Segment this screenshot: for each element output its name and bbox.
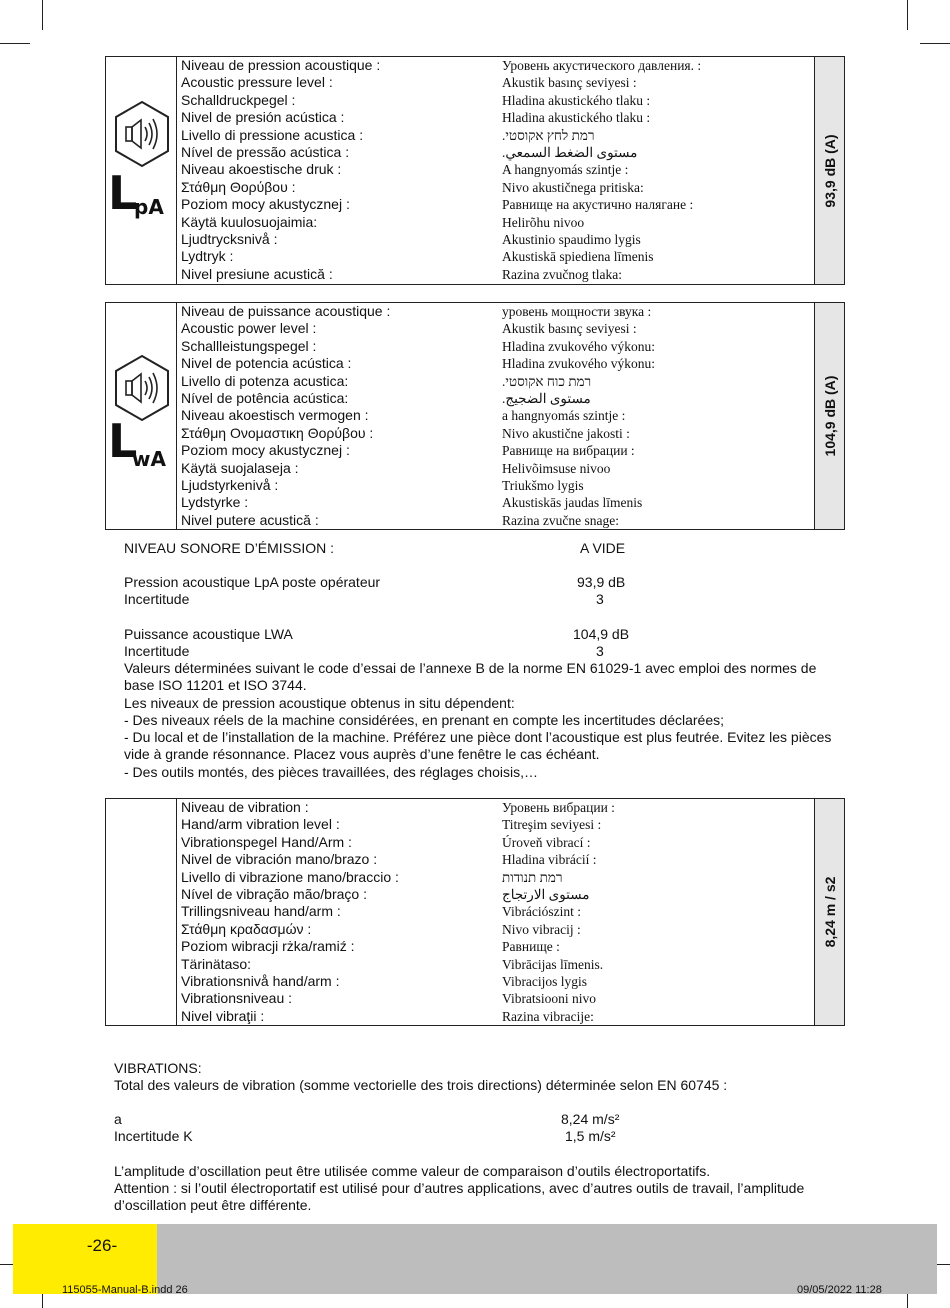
vibration-row-label: Vibrationspegel Hand/Arm : <box>181 833 352 850</box>
lpa-row-label: Στάθμη Θορύβου : <box>181 178 296 195</box>
lpa-row-translation: Akustinio spaudimo lygis <box>502 231 641 247</box>
lwa-row-translation: Razina zvučne snage: <box>502 512 619 528</box>
bullet-3: - Des outils montés, des pièces travaillées, des réglages choisis,… <box>124 764 538 780</box>
lpa-row-label: Nível de pressão acústica : <box>181 143 350 160</box>
sound-heading-value: A VIDE <box>580 540 626 556</box>
lpa-value: 93,9 dB (A) <box>821 133 838 208</box>
sound-heading: NIVEAU SONORE D’ÉMISSION : <box>124 540 335 556</box>
vibration-para2: Attention : si l’outil électroportatif est utilisé pour d’autres applications, avec d’autres outils de travail, l’amplitude d’oscillation peut être différente. <box>114 1180 805 1214</box>
lwa-row-translation: Akustik basınç seviyesi : <box>502 321 637 337</box>
lpa-symbol-main: L <box>108 166 138 220</box>
vibration-row <box>181 956 812 973</box>
lwa-row-translation: Akustiskās jaudas līmenis <box>502 495 643 511</box>
vibration-row-translation: Úroveň vibrací : <box>502 834 591 850</box>
crop-mark <box>907 0 908 30</box>
lwa-row-label: Niveau akoestisch vermogen : <box>181 407 369 424</box>
vibration-row-translation: Vibracijos lygis <box>502 973 588 989</box>
lpa-row-label: Ljudtrycksnivå : <box>181 230 278 247</box>
vibration-value-cell <box>814 799 844 1025</box>
lpa-row-translation: Razina zvučnog tlaka: <box>502 266 622 282</box>
lwa-row <box>181 303 812 320</box>
vibration-row <box>181 851 812 868</box>
lpa-row <box>181 248 812 265</box>
lwa-row-label: Schallleistungspegel : <box>181 337 317 354</box>
lwa-row-translation: Triukšmo lygis <box>502 477 584 493</box>
lpa-row-translation: Akustiskā spiediena līmenis <box>502 249 654 265</box>
lpa-row-label: Poziom mocy akustycznej : <box>181 196 350 213</box>
insitu-line: Les niveaux de pression acoustique obtenus in situ dépendent: <box>124 695 515 711</box>
lwa-row-translation: Nivo akustične jakosti : <box>502 425 630 441</box>
vibration-row-label: Poziom wibracji rżka/ramiź : <box>181 938 355 955</box>
lpa-row <box>181 214 812 231</box>
a-label: a <box>114 1111 122 1127</box>
a-value: 8,24 m/s² <box>561 1111 620 1127</box>
vibration-row <box>181 869 812 886</box>
lpa-row-translation: Akustik basınç seviyesi : <box>502 75 637 91</box>
vibration-row <box>181 834 812 851</box>
lwa-row <box>181 494 812 511</box>
lwa-row-label: Στάθμη Ονομαστικη Θορύβου : <box>181 424 374 441</box>
lpa-row-translation: Helirõhu nivoo <box>502 214 585 230</box>
lpa-row-translation: A hangnyomás szintje : <box>502 162 629 178</box>
k-value: 1,5 m/s² <box>565 1128 616 1144</box>
lpa-row-translation: Hladina akustického tlaku : <box>502 110 651 126</box>
lwa-value-cell <box>814 303 844 529</box>
lwa-row-label: Poziom mocy akustycznej : <box>181 442 350 459</box>
lwa-uncertainty-value: 3 <box>596 643 604 659</box>
lwa-row-translation: .רמת כוח אקוסטי <box>502 373 592 389</box>
lpa-row-label: Acoustic pressure level : <box>181 74 333 91</box>
vibration-row-translation: Nivo vibracij : <box>502 921 581 937</box>
lpa-row-translation: Hladina akustického tlaku : <box>502 92 651 108</box>
lpa-row <box>181 196 812 213</box>
vibration-row-label: Στάθμη κραδασμών : <box>181 920 312 937</box>
vibration-row <box>181 990 812 1007</box>
vibration-row-translation: Уровень вибрации : <box>502 800 615 815</box>
vibration-row <box>181 816 812 833</box>
lpa-row-translation: Равнище на акустично налягане : <box>502 197 694 213</box>
lpa-row <box>181 231 812 248</box>
lwa-row <box>181 512 812 529</box>
lwa-row-translation: .مستوى الضجيج <box>502 390 591 406</box>
lpa-row-label: Livello di pressione acustica : <box>181 126 364 143</box>
lwa-uncertainty-label: Incertitude <box>124 643 190 659</box>
lwa-row-translation: Helivõimsuse nivoo <box>502 460 611 476</box>
lpa-row <box>181 127 812 144</box>
vibration-row-translation: Titreşim seviyesi : <box>502 817 602 833</box>
vibration-row-translation: Vibrācijas līmenis. <box>502 956 604 972</box>
vibration-value: 8,24 m / s2 <box>821 876 838 948</box>
lwa-row-translation: Равнище на вибрации : <box>502 443 635 459</box>
vibration-row <box>181 799 812 816</box>
vibration-row-translation: Равнище : <box>502 939 560 955</box>
vibration-row <box>181 938 812 955</box>
lwa-symbol-sub: wA <box>132 447 166 471</box>
speaker-hexagon-icon <box>111 353 173 423</box>
crop-mark <box>920 43 950 44</box>
lwa-rows <box>181 303 812 529</box>
lwa-row <box>181 355 812 372</box>
lwa-row <box>181 390 812 407</box>
vibration-line1: Total des valeurs de vibration (somme vectorielle des trois directions) déterminée selon EN 60745 : <box>114 1077 728 1093</box>
lwa-row-label: Nivel de potencia acústica : <box>181 355 352 372</box>
vibration-row-translation: רמת תנודות <box>502 869 563 885</box>
vibration-row-label: Hand/arm vibration level : <box>181 816 340 833</box>
slug-date: 09/05/2022 11:28 <box>797 1284 882 1296</box>
lwa-row-label: Nível de potência acústica: <box>181 389 349 406</box>
lwa-row-label: Käytä suojalaseja : <box>181 459 299 476</box>
lwa-row-label: Acoustic power level : <box>181 320 317 337</box>
lwa-symbol-main: L <box>108 414 138 468</box>
lpa-row <box>181 57 812 74</box>
lpa-row <box>181 74 812 91</box>
lwa-value: 104,9 dB (A) <box>821 375 838 457</box>
vibration-row-label: Niveau de vibration : <box>181 799 309 815</box>
lwa-row <box>181 425 812 442</box>
lpa-row <box>181 179 812 196</box>
lpa-row-label: Niveau de pression acoustique : <box>181 57 381 73</box>
crop-mark <box>0 43 30 44</box>
standard-paragraph: Valeurs déterminées suivant le code d’essai de l’annexe B de la norme EN 61029-1 avec emploi des normes de base ISO 11201 et ISO 3744. <box>124 660 817 694</box>
page-number: -26- <box>86 1236 118 1255</box>
vibration-row <box>181 973 812 990</box>
lpa-row <box>181 266 812 283</box>
lpa-row-label: Lydtryk : <box>181 248 234 265</box>
lwa-row-label: Lydstyrke : <box>181 494 249 511</box>
lwa-label: Puissance acoustique LWA <box>124 626 293 642</box>
slug-file: 115055-Manual-B.indd 26 <box>62 1284 188 1296</box>
vibration-rows <box>181 799 812 1025</box>
vibration-para1: L’amplitude d’oscillation peut être utilisée comme valeur de comparaison d’outils électroportatifs. <box>114 1163 711 1179</box>
vibration-row-label: Nível de vibração mão/braço : <box>181 885 367 902</box>
lwa-row-translation: Hladina zvukového výkonu: <box>502 338 655 354</box>
vibration-box <box>105 798 845 1026</box>
lwa-box <box>105 302 845 530</box>
vibration-row-label: Nivel vibraţii : <box>181 1007 265 1024</box>
bullet-2: - Du local et de l’installation de la machine. Préférez une pièce dont l’acoustique est plus feutrée. Evitez les pièces vide à grande résonnance. Placez vous auprès d’une fenêtre le cas échéant. <box>124 729 832 763</box>
lpa-row <box>181 109 812 126</box>
k-label: Incertitude K <box>114 1128 193 1144</box>
lpa-row-translation: Уровень акустического давления. : <box>502 58 702 73</box>
lwa-row-label: Niveau de puissance acoustique : <box>181 303 391 319</box>
lwa-row-translation: уровень мощности звука : <box>502 304 652 319</box>
lwa-row-label: Nivel putere acustică : <box>181 511 319 528</box>
lpa-symbol-sub: pA <box>134 195 164 219</box>
lwa-row <box>181 320 812 337</box>
vibration-row-translation: Vibrációszint : <box>502 904 582 920</box>
lpa-uncertainty-label: Incertitude <box>124 591 190 607</box>
lpa-value-cell <box>814 57 844 284</box>
lwa-icon-cell <box>106 303 177 529</box>
vibration-row-translation: Hladina vibrácií : <box>502 852 597 868</box>
lpa-box <box>105 56 845 285</box>
lpa-row-label: Käytä kuulosuojaimia: <box>181 213 318 230</box>
vibration-row-label: Vibrationsniveau : <box>181 990 293 1007</box>
vibration-row <box>181 1008 812 1025</box>
crop-mark <box>42 0 43 30</box>
lpa-label: Pression acoustique LpA poste opérateur <box>124 574 381 590</box>
lwa-row <box>181 460 812 477</box>
lpa-uncertainty-value: 3 <box>596 591 604 607</box>
lwa-row <box>181 338 812 355</box>
lpa-row-label: Nivel de presión acústica : <box>181 109 345 126</box>
vibration-row-label: Vibrationsnivå hand/arm : <box>181 972 340 989</box>
lpa-row-label: Schalldruckpegel : <box>181 91 296 108</box>
lwa-row <box>181 373 812 390</box>
speaker-hexagon-icon <box>111 99 173 169</box>
lwa-row-translation: a hangnyomás szintje : <box>502 408 626 424</box>
lpa-row-translation: .مستوى الضغط السمعي <box>502 144 638 160</box>
vibration-row-label: Tärinätaso: <box>181 955 252 972</box>
lpa-row-label: Nivel presiune acustică : <box>181 265 333 282</box>
vibration-row-translation: Razina vibracije: <box>502 1008 594 1024</box>
lwa-row-label: Livello di potenza acustica: <box>181 372 349 389</box>
lpa-row-translation: .רמת לחץ אקוסטי <box>502 127 595 143</box>
vibration-row <box>181 903 812 920</box>
vibration-row-translation: مستوى الارتجاج <box>502 886 590 902</box>
vibration-row <box>181 886 812 903</box>
lpa-rows <box>181 57 812 283</box>
lwa-row-label: Ljudstyrkenivå : <box>181 476 279 493</box>
vibration-row <box>181 921 812 938</box>
lpa-row-translation: Nivo akustičnega pritiska: <box>502 179 644 195</box>
lpa-icon-cell <box>106 57 177 284</box>
lpa-row <box>181 144 812 161</box>
vibration-icon-cell <box>106 799 177 1025</box>
lwa-row-translation: Hladina zvukového výkonu: <box>502 356 655 372</box>
lpa-value-text: 93,9 dB <box>577 574 626 590</box>
bullet-1: - Des niveaux réels de la machine considérées, en prenant en compte les incertitudes déclarées; <box>124 712 724 728</box>
lpa-row <box>181 92 812 109</box>
lwa-row <box>181 477 812 494</box>
lwa-row <box>181 407 812 424</box>
vibration-row-label: Livello di vibrazione mano/braccio : <box>181 868 399 885</box>
lpa-row <box>181 161 812 178</box>
vibration-row-label: Trillingsniveau hand/arm : <box>181 903 341 920</box>
lwa-value-text: 104,9 dB <box>573 626 630 642</box>
vibration-heading: VIBRATIONS: <box>114 1060 202 1076</box>
lwa-row <box>181 442 812 459</box>
lpa-row-label: Niveau akoestische druk : <box>181 161 342 178</box>
vibration-row-label: Nivel de vibración mano/brazo : <box>181 851 378 868</box>
vibration-row-translation: Vibratsiooni nivo <box>502 991 597 1007</box>
